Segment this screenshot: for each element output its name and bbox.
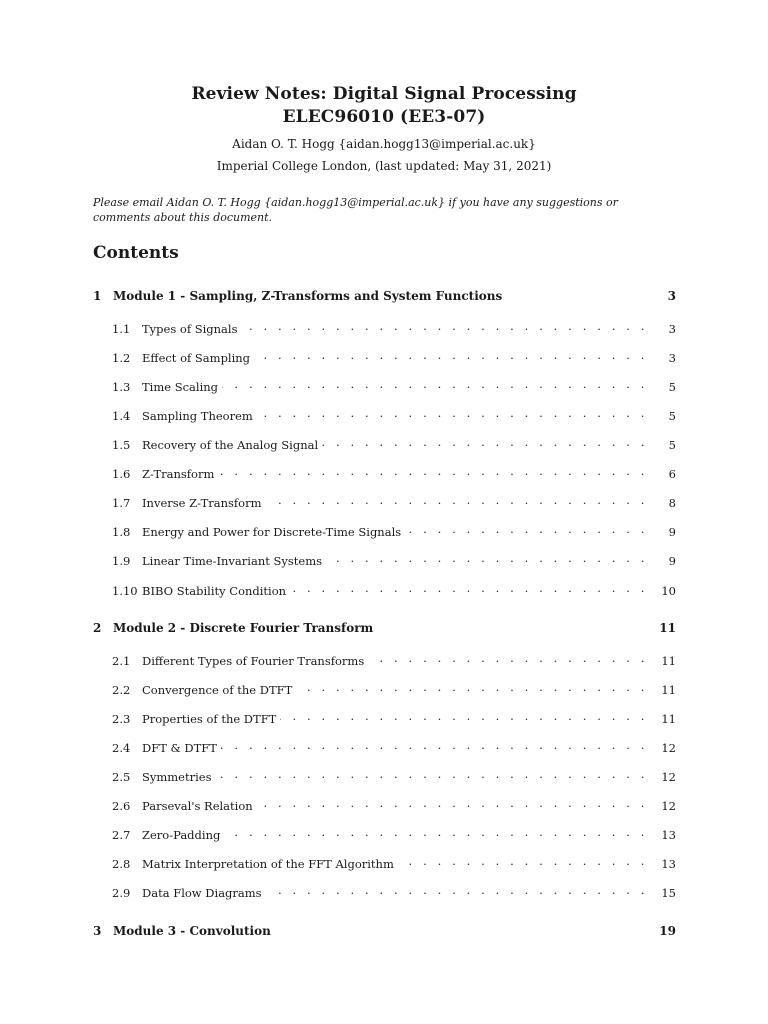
- toc-subsection-title: Types of Signals: [142, 322, 242, 336]
- toc-section-3[interactable]: [93, 924, 676, 938]
- toc-subsection-number: 2.5: [112, 770, 131, 785]
- course-code: ELEC96010 (EE3-07): [282, 107, 486, 127]
- toc-subsection-title: Linear Time-Invariant Systems: [142, 554, 326, 568]
- toc-subsection-number: 1.6: [112, 467, 131, 482]
- toc-subsection-title: Parseval's Relation: [142, 799, 257, 813]
- toc-subsection-number: 1.8: [112, 525, 131, 540]
- toc-dot-leader: [257, 796, 648, 810]
- toc-dot-leader: [257, 406, 648, 420]
- toc-dot-leader: [242, 319, 649, 333]
- toc-subsection-page: 12: [661, 741, 676, 756]
- toc-dot-leader: [222, 377, 648, 391]
- author-line: Aidan O. T. Hogg {aidan.hogg13@imperial.ac.uk}: [232, 137, 536, 151]
- toc-subsection-2-3[interactable]: [93, 709, 676, 726]
- toc-section-number: 1: [93, 289, 102, 303]
- toc-subsection-1-2[interactable]: [93, 348, 676, 365]
- toc-dot-leader: [280, 709, 648, 723]
- toc-subsection-1-5[interactable]: [93, 435, 676, 452]
- toc-subsection-1-9[interactable]: [93, 551, 676, 568]
- toc-subsection-number: 2.6: [112, 799, 131, 814]
- toc-section-1[interactable]: [93, 289, 676, 303]
- toc-subsection-page: 5: [668, 409, 676, 424]
- toc-subsection-number: 2.9: [112, 886, 131, 901]
- toc-subsection-2-1[interactable]: [93, 651, 676, 668]
- toc-subsection-page: 11: [661, 683, 676, 697]
- toc-subsection-number: 1.1: [112, 322, 131, 336]
- toc-subsection-page: 5: [668, 438, 676, 453]
- toc-subsection-page: 11: [661, 712, 676, 727]
- toc-subsection-title: Matrix Interpretation of the FFT Algorithm: [142, 857, 398, 871]
- toc-subsection-2-7[interactable]: [93, 825, 676, 842]
- contents-heading: Contents: [93, 243, 179, 263]
- toc-subsection-number: 2.8: [112, 857, 131, 872]
- toc-dot-leader: [224, 825, 648, 839]
- feedback-note: Please email Aidan O. T. Hogg {aidan.hogg13@imperial.ac.uk} if you have any suggestions or comments about this document.: [93, 196, 618, 224]
- toc-subsection-2-5[interactable]: [93, 767, 676, 784]
- toc-subsection-page: 12: [661, 799, 676, 814]
- toc-section-title: Module 2 - Discrete Fourier Transform: [113, 621, 374, 635]
- toc-subsection-page: 6: [668, 467, 676, 482]
- toc-subsection-page: 13: [661, 857, 676, 872]
- toc-subsection-page: 9: [668, 554, 676, 569]
- toc-subsection-title: Different Types of Fourier Transforms: [142, 654, 368, 668]
- toc-subsection-number: 1.2: [112, 351, 131, 366]
- toc-subsection-number: 2.1: [112, 654, 131, 668]
- toc-subsection-page: 5: [668, 380, 676, 395]
- toc-subsection-number: 1.9: [112, 554, 131, 569]
- toc-subsection-title: Z-Transform: [142, 467, 218, 481]
- toc-dot-leader: [216, 767, 649, 781]
- toc-subsection-title: Properties of the DTFT: [142, 712, 280, 726]
- toc-subsection-1-8[interactable]: [93, 522, 676, 539]
- toc-subsection-1-10[interactable]: [93, 581, 676, 598]
- toc-dot-leader: [218, 464, 648, 478]
- toc-subsection-number: 2.4: [112, 741, 131, 756]
- toc-dot-leader: [398, 854, 648, 868]
- toc-subsection-title: Energy and Power for Discrete-Time Signals: [142, 525, 405, 539]
- toc-subsection-page: 3: [668, 351, 676, 366]
- toc-subsection-page: 10: [661, 583, 676, 598]
- toc-subsection-title: BIBO Stability Condition: [142, 584, 290, 598]
- toc-subsection-1-3[interactable]: [93, 377, 676, 394]
- toc-subsection-title: Inverse Z-Transform: [142, 496, 266, 510]
- document-title: Review Notes: Digital Signal Processing: [191, 84, 577, 104]
- toc-subsection-title: DFT & DTFT: [142, 741, 221, 755]
- toc-subsection-title: Zero-Padding: [142, 828, 224, 842]
- toc-subsection-title: Sampling Theorem: [142, 409, 257, 423]
- toc-dot-leader: [368, 651, 648, 665]
- toc-subsection-2-4[interactable]: [93, 738, 676, 755]
- toc-subsection-1-7[interactable]: [93, 493, 676, 510]
- toc-subsection-title: Effect of Sampling: [142, 351, 254, 365]
- toc-subsection-1-6[interactable]: [93, 464, 676, 481]
- toc-subsection-1-4[interactable]: [93, 406, 676, 423]
- toc-subsection-2-2[interactable]: [93, 680, 676, 697]
- toc-dot-leader: [322, 435, 648, 449]
- toc-section-title: Module 1 - Sampling, Z-Transforms and System Functions: [113, 289, 503, 303]
- toc-dot-leader: [221, 738, 648, 752]
- toc-dot-leader: [266, 883, 648, 897]
- toc-subsection-number: 1.10: [112, 583, 138, 598]
- toc-subsection-page: 8: [668, 496, 676, 511]
- toc-subsection-1-1[interactable]: [93, 319, 676, 336]
- toc-subsection-2-8[interactable]: [93, 854, 676, 871]
- toc-subsection-page: 11: [661, 654, 676, 668]
- toc-section-2[interactable]: [93, 621, 676, 635]
- toc-subsection-number: 1.7: [112, 496, 131, 511]
- toc-subsection-page: 9: [668, 525, 676, 540]
- toc-section-page: 19: [659, 924, 676, 938]
- toc-dot-leader: [290, 581, 648, 595]
- toc-subsection-number: 2.7: [112, 828, 131, 843]
- toc-section-number: 3: [93, 924, 102, 938]
- toc-dot-leader: [254, 348, 648, 362]
- affiliation-line: Imperial College London, (last updated: May 31, 2021): [216, 159, 552, 173]
- toc-subsection-number: 1.4: [112, 409, 131, 424]
- toc-section-page: 11: [659, 621, 676, 635]
- toc-subsection-title: Symmetries: [142, 770, 216, 784]
- toc-subsection-2-9[interactable]: [93, 883, 676, 900]
- toc-subsection-2-6[interactable]: [93, 796, 676, 813]
- toc-dot-leader: [326, 551, 648, 565]
- toc-subsection-number: 2.3: [112, 712, 131, 727]
- toc-dot-leader: [296, 680, 648, 694]
- toc-section-number: 2: [93, 621, 102, 635]
- toc-subsection-page: 13: [661, 828, 676, 843]
- toc-section-page: 3: [667, 289, 676, 303]
- toc-subsection-title: Convergence of the DTFT: [142, 683, 296, 697]
- toc-subsection-title: Recovery of the Analog Signal: [142, 438, 322, 452]
- toc-subsection-title: Time Scaling: [142, 380, 222, 394]
- toc-subsection-page: 12: [661, 770, 676, 785]
- toc-dot-leader: [266, 493, 649, 507]
- toc-subsection-number: 1.3: [112, 380, 131, 395]
- toc-dot-leader: [405, 522, 648, 536]
- toc-subsection-number: 2.2: [112, 683, 131, 697]
- toc-section-title: Module 3 - Convolution: [113, 924, 271, 938]
- toc-subsection-page: 3: [668, 322, 676, 336]
- toc-subsection-number: 1.5: [112, 438, 131, 453]
- toc-subsection-page: 15: [661, 886, 676, 901]
- toc-subsection-title: Data Flow Diagrams: [142, 886, 266, 900]
